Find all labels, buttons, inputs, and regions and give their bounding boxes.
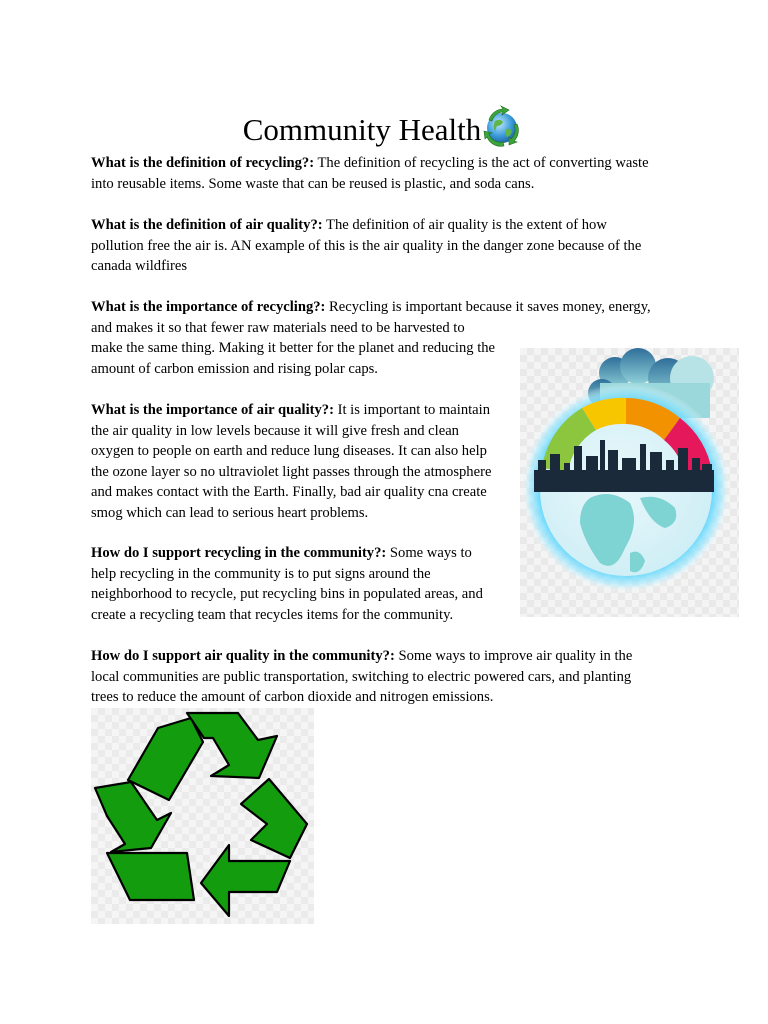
answer-line: Some ways to improve air quality in the	[394, 648, 633, 664]
answer-line: the ozone layer so no ultraviolet light passes through the atmosphere	[91, 463, 492, 480]
answer-line: help recycling in the community is to put signs around the	[91, 565, 431, 582]
answer-line: Some ways to	[386, 545, 472, 561]
answer-line: amount of carbon emission and rising polar caps.	[91, 360, 378, 377]
section-support-recycling	[91, 543, 483, 625]
section-air-quality-importance	[91, 400, 491, 523]
answer-line: neighborhood to recycle, put recycling bins in populated areas, and	[91, 586, 483, 602]
answer-line: smog which can lead to serious heart problems.	[91, 504, 369, 521]
question-label: What is the importance of air quality?:	[91, 402, 334, 418]
question-label: What is the definition of air quality?:	[91, 217, 323, 233]
page-title	[0, 104, 768, 152]
section-recycling-definition	[91, 153, 649, 194]
section-air-quality-definition	[91, 215, 641, 277]
answer-line: and makes contact with the Earth. Finally, bad air quality cna create	[91, 484, 487, 500]
answer-line: oxygen to people on earth and reduce lung diseases. It can also help	[91, 443, 487, 459]
answer-line: local communities are public transportation, switching to electric powered cars, and planting	[91, 668, 632, 685]
question-label: How do I support air quality in the community?:	[91, 648, 395, 664]
answer-line: The definition of recycling is the act of converting waste	[314, 155, 649, 171]
question-label: How do I support recycling in the community?:	[91, 545, 387, 561]
answer-line: create a recycling team that recycles items for the community.	[91, 606, 454, 623]
answer-line: It is important to maintain	[333, 402, 491, 418]
answer-line: make the same thing. Making it better for the planet and reducing the	[91, 340, 496, 356]
answer-line: into reusable items. Some waste that can be reused is plastic, and soda cans.	[91, 175, 535, 192]
recycling-arrows-icon	[91, 708, 314, 924]
question-label: What is the definition of recycling?:	[91, 155, 315, 171]
answer-line: and makes it so that fewer raw materials need to be harvested to	[91, 319, 465, 336]
answer-line: Recycling is important because it saves money, energy,	[325, 299, 651, 315]
page-title-text: Community Health	[242, 112, 482, 147]
answer-line: pollution free the air is. AN example of this is the air quality in the danger zone because of the	[91, 237, 642, 254]
air-quality-globe-illustration	[520, 348, 739, 617]
question-label: What is the importance of recycling?:	[91, 299, 326, 315]
answer-line: the air quality in low levels because it will give fresh and clean	[91, 422, 459, 439]
section-support-air-quality	[91, 646, 632, 708]
recycling-globe-icon	[479, 104, 525, 150]
answer-line: canada wildfires	[91, 258, 188, 274]
answer-line: The definition of air quality is the extent of how	[322, 217, 607, 233]
answer-line: trees to reduce the amount of carbon dioxide and nitrogen emissions.	[91, 689, 494, 705]
